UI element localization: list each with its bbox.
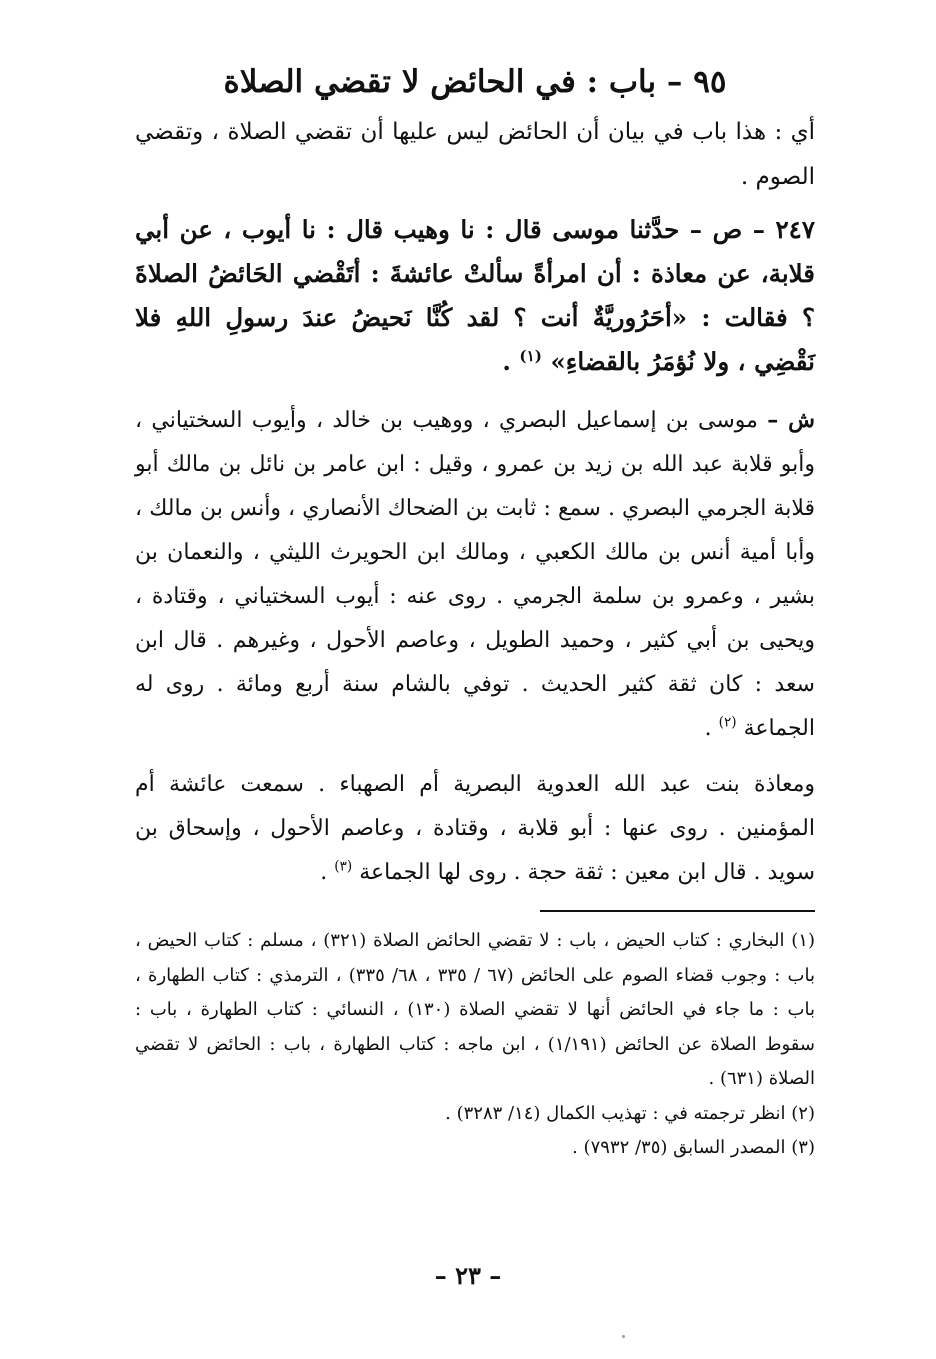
hadith-end: . — [502, 347, 520, 376]
commentary-paragraph — [135, 398, 815, 751]
footnote-3: (٣) المصدر السابق (٣٥/ ٧٩٣٢) . — [572, 1137, 815, 1158]
footnote-ref-2: (٢) — [718, 714, 737, 731]
page-number: – ٢٣ – — [434, 1261, 502, 1290]
footnote-1: (١) البخاري : كتاب الحيض ، باب : لا تقضي الحائض الصلاة (٣٢١) ، مسلم : كتاب الحيض ، باب : وجوب قضاء الصوم على الحائض (٦٧ / ٣٣٥ ، ٦٨/ ٣٣٥) ، الترمذي : كتاب الطهارة ، باب : ما جاء في الحائض أنها لا تقضي الصلاة (١٣٠) ، النسائي : كتاب الطهارة ، باب : سقوط الصلاة عن الحائض (١/١٩١) ، ابن ماجه : كتاب الطهارة ، باب : الحائض لا تقضي الصلاة (٦٣١) . — [135, 930, 815, 1089]
chapter-intro: أي : هذا باب في بيان أن الحائض ليس عليها أن تقضي الصلاة ، وتقضي الصوم . — [135, 119, 815, 190]
hadith-body: ٢٤٧ – ص – حدَّثنا موسى قال : نا وهيب قال : نا أيوب ، عن أبي قلابة، عن معاذة : أن امرأةً سألتْ عائشةَ : أتَقْضي الحَائضُ الصلاةَ ؟ فقالت : «أحَرُوريَّةٌ أنت ؟ لقد كُنَّا نَحيضُ عندَ رسولِ اللهِ فلا نَقْضِي ، ولا نُؤمَرُ بالقضاءِ» — [135, 215, 815, 376]
commentary-body: ومعاذة بنت عبد الله العدوية البصرية أم الصهباء . سمعت عائشة أم المؤمنين . روى عنها : أبو قلابة ، وقتادة ، وعاصم الأحول ، وإسحاق بن سويد . قال ابن معين : ثقة حجة . روى لها الجماعة — [135, 772, 815, 885]
commentary-body: موسى بن إسماعيل البصري ، ووهيب بن خالد ، وأيوب السختياني ، وأبو قلابة عبد الله بن زيد بن عمرو ، وقيل : ابن عامر بن نائل بن مالك أبو قلابة الجرمي البصري . سمع : ثابت بن الضحاك الأنصاري ، وأنس بن مالك ، وأبا أمية أنس بن مالك الكعبي ، ومالك ابن الحويرث الليثي ، والنعمان بن بشير ، وعمرو بن سلمة الجرمي . روى عنه : أيوب السختياني ، وقتادة ، ويحيى بن أبي كثير ، وحميد الطويل ، وعاصم الأحول ، وغيرهم . قال ابن سعد : كان ثقة كثير الحديث . توفي بالشام سنة أربع ومائة . روى له الجماعة — [135, 408, 815, 741]
scan-speck — [622, 1335, 625, 1338]
footnotes — [135, 924, 815, 1166]
footnote-2: (٢) انظر ترجمته في : تهذيب الكمال (١٤/ ٣٢٨٣) . — [445, 1102, 815, 1124]
footnote-ref-3: (٣) — [334, 858, 353, 875]
commentary-paragraph — [135, 763, 815, 895]
hadith-text — [135, 208, 815, 384]
commentary-end: . — [704, 716, 719, 741]
commentary-end: . — [320, 860, 335, 885]
chapter-title: ٩٥ – باب : في الحائض لا تقضي الصلاة — [223, 64, 727, 100]
commentary-lead: ش – — [767, 407, 815, 433]
footnote-divider — [540, 910, 815, 912]
page-body — [135, 62, 815, 895]
footnote-ref-1: (١) — [519, 346, 542, 365]
